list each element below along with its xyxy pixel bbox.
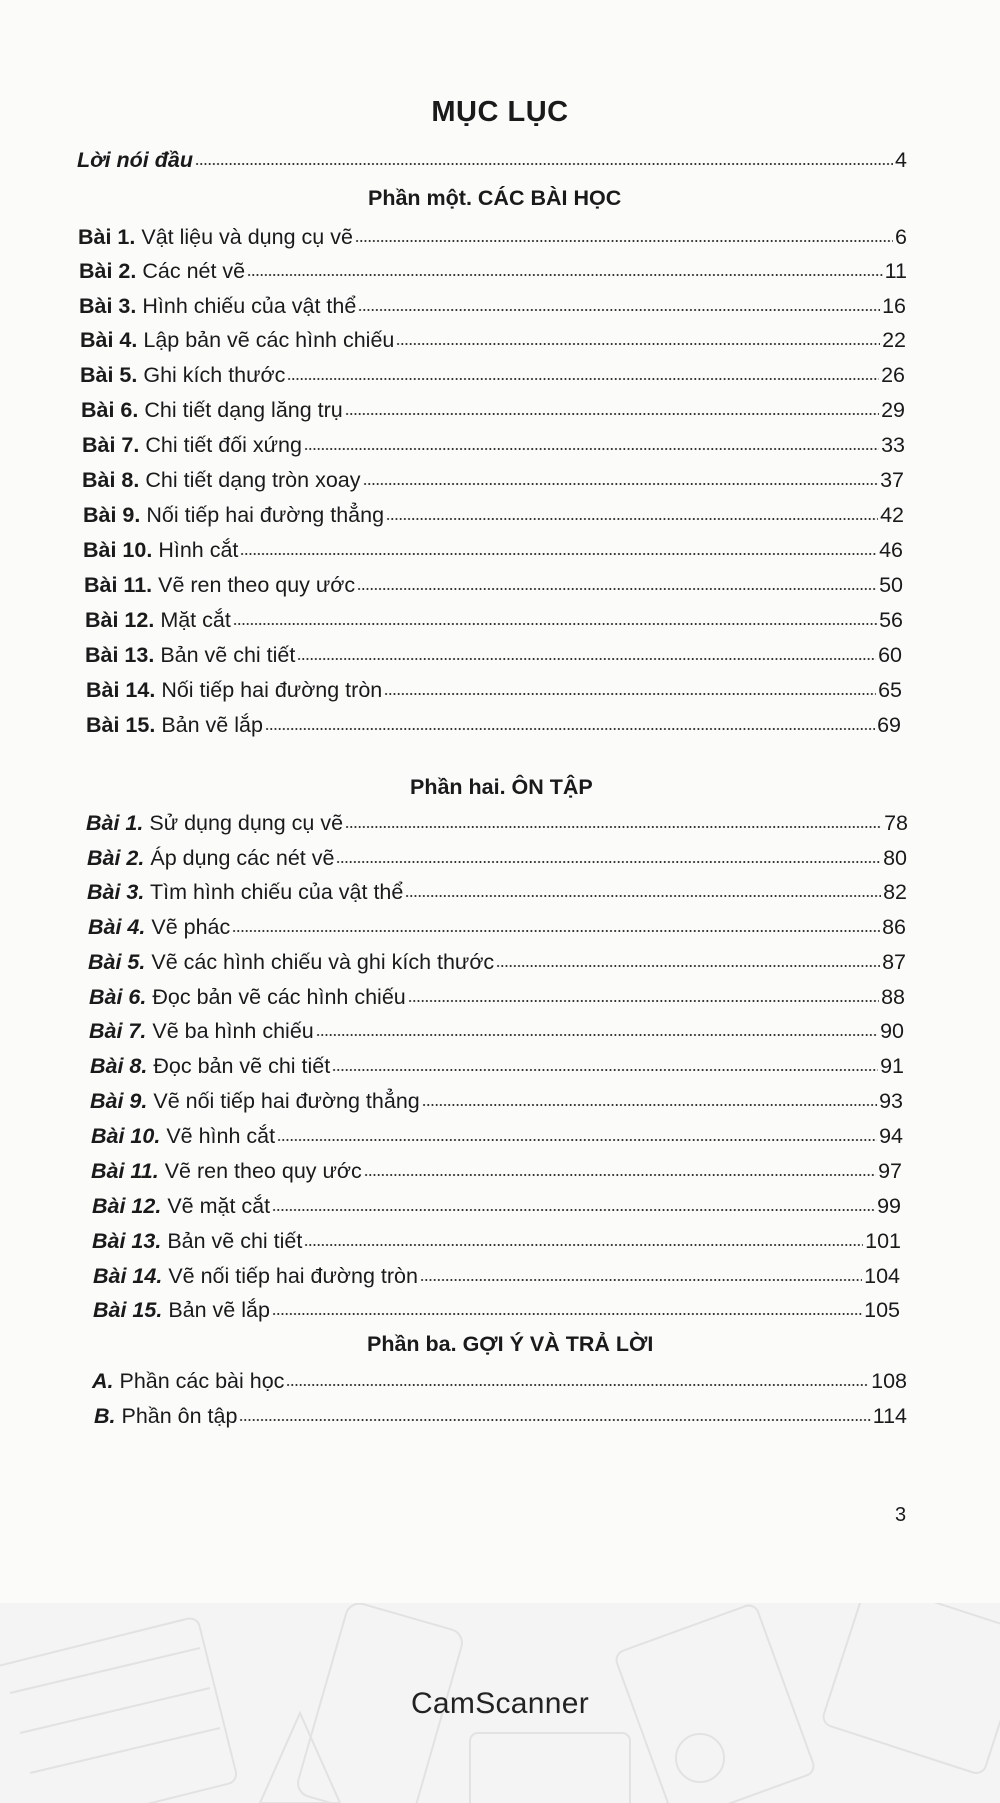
toc-lesson-title: Nối tiếp hai đường tròn [161, 678, 383, 702]
toc-lesson-number: Bài 14. [93, 1264, 163, 1288]
dot-leader [345, 411, 879, 417]
toc-lesson-number: Bài 9. [83, 503, 141, 527]
toc-page-number: 22 [882, 328, 906, 352]
toc-page-number: 82 [883, 880, 907, 904]
toc-row [88, 946, 906, 976]
toc-lesson-number: Bài 13. [92, 1229, 162, 1253]
toc-lesson-number: Bài 5. [80, 363, 138, 387]
toc-page-number: 99 [877, 1194, 901, 1218]
toc-title [93, 1262, 420, 1290]
toc-lesson-title: Áp dụng các nét vẽ [150, 846, 335, 870]
toc-title [83, 501, 386, 529]
toc-row [84, 569, 903, 599]
toc-row [86, 807, 908, 837]
toc-row [78, 221, 907, 251]
toc-title [91, 1122, 277, 1150]
toc-title [83, 536, 240, 564]
toc-lesson-title: Phần các bài học [119, 1369, 285, 1393]
toc-title [85, 641, 297, 669]
toc-lesson-title: Đọc bản vẽ chi tiết [153, 1054, 331, 1078]
toc-lesson-title: Chi tiết dạng tròn xoay [145, 468, 361, 492]
dot-leader [357, 586, 877, 592]
dot-leader [364, 1172, 876, 1178]
toc-title [81, 396, 345, 424]
toc-page-number: 80 [883, 846, 907, 870]
toc-lesson-number: Bài 4. [80, 328, 138, 352]
toc-title [88, 913, 232, 941]
page-number: 3 [895, 1504, 907, 1526]
toc-page-number: 97 [878, 1159, 902, 1183]
toc-lesson-title: Vẽ ren theo quy ước [158, 573, 356, 597]
toc-row [86, 674, 902, 704]
toc-page-number: 26 [881, 363, 905, 387]
part2-heading: Phần hai. ÔN TẬP [410, 775, 593, 799]
toc-row [90, 1050, 904, 1080]
dot-leader [316, 1032, 878, 1038]
toc-row [92, 1190, 901, 1220]
toc-lesson-number: Bài 11. [84, 573, 153, 597]
toc-page-number: 50 [879, 573, 903, 597]
toc-row-preface [77, 144, 907, 174]
toc-title [90, 1087, 422, 1115]
toc-lesson-title: Các nét vẽ [142, 259, 246, 283]
toc-lesson-number: Bài 2. [79, 259, 137, 283]
toc-page-number: 105 [864, 1298, 900, 1322]
toc-row [81, 394, 905, 424]
dot-leader [265, 726, 875, 732]
toc-title [80, 326, 396, 354]
toc-lesson-number: Bài 3. [79, 294, 137, 318]
page-title: MỤC LỤC [431, 96, 569, 128]
toc-lesson-number: B. [94, 1404, 116, 1428]
toc-lesson-title: Vẽ nối tiếp hai đường tròn [168, 1264, 418, 1288]
toc-row [93, 1260, 900, 1290]
toc-lesson-title: Bản vẽ lắp [168, 1298, 270, 1322]
toc-lesson-title: Sử dụng dụng cụ vẽ [149, 811, 344, 835]
dot-leader [304, 446, 879, 452]
toc-row [80, 359, 905, 389]
toc-row [83, 499, 904, 529]
toc-page-number: 91 [880, 1054, 904, 1078]
dot-leader [272, 1311, 862, 1317]
toc-row [93, 1294, 900, 1324]
toc-title [85, 606, 233, 634]
toc-page-number: 6 [895, 225, 907, 249]
toc-page-number: 11 [884, 259, 907, 283]
dot-leader [286, 1382, 869, 1388]
toc-lesson-title: Nối tiếp hai đường thẳng [146, 503, 385, 527]
toc-title [82, 431, 304, 459]
toc-row [82, 464, 904, 494]
toc-row [83, 534, 903, 564]
toc-row [82, 429, 905, 459]
toc-row [87, 842, 907, 872]
toc-lesson-number: Bài 14. [86, 678, 156, 702]
toc-lesson-title: Mặt cắt [160, 608, 231, 632]
toc-lesson-number: Bài 5. [88, 950, 146, 974]
toc-row [86, 709, 901, 739]
toc-page-number: 65 [878, 678, 902, 702]
toc-row [88, 911, 906, 941]
toc-row [87, 876, 907, 906]
dot-leader [272, 1207, 875, 1213]
toc-row [79, 290, 906, 320]
toc-title [86, 809, 345, 837]
toc-row [85, 639, 902, 669]
toc-page-number: 90 [880, 1019, 904, 1043]
toc-lesson-number: Bài 9. [90, 1089, 148, 1113]
toc-title: Lời nói đầu [77, 148, 193, 172]
toc-page-number: 37 [880, 468, 904, 492]
toc-lesson-number: Bài 15. [93, 1298, 163, 1322]
toc-row [79, 255, 907, 285]
toc-page-number: 87 [882, 950, 906, 974]
dot-leader [233, 621, 877, 627]
toc-title [80, 361, 287, 389]
toc-title [82, 466, 363, 494]
toc-lesson-number: Bài 12. [85, 608, 155, 632]
toc-lesson-title: Vật liệu và dụng cụ vẽ [141, 225, 353, 249]
dot-leader [232, 928, 880, 934]
toc-lesson-title: Phần ôn tập [121, 1404, 238, 1428]
toc-page-number: 56 [879, 608, 903, 632]
toc-title [86, 676, 384, 704]
dot-leader [358, 307, 880, 313]
toc-page-number: 46 [879, 538, 903, 562]
toc-lesson-number: A. [92, 1369, 114, 1393]
toc-lesson-title: Tìm hình chiếu của vật thể [149, 880, 404, 904]
toc-lesson-title: Vẽ nối tiếp hai đường thẳng [153, 1089, 420, 1113]
toc-lesson-number: Bài 6. [89, 985, 147, 1009]
toc-lesson-number: Bài 6. [81, 398, 139, 422]
toc-row [91, 1155, 902, 1185]
toc-title [92, 1192, 272, 1220]
dot-leader [247, 272, 883, 278]
toc-page-number: 93 [879, 1089, 903, 1113]
toc-lesson-title: Hình chiếu của vật thể [142, 294, 357, 318]
toc-lesson-number: Bài 7. [82, 433, 140, 457]
toc-row [85, 604, 903, 634]
toc-lesson-title: Bản vẽ lắp [161, 713, 263, 737]
toc-title [89, 1017, 316, 1045]
toc-lesson-title: Vẽ ren theo quy ước [164, 1159, 362, 1183]
toc-title [87, 878, 405, 906]
dot-leader [420, 1277, 862, 1283]
toc-lesson-title: Hình cắt [158, 538, 239, 562]
toc-lesson-title: Vẽ các hình chiếu và ghi kích thước [151, 950, 495, 974]
toc-row [90, 1085, 903, 1115]
toc-row [92, 1225, 901, 1255]
toc-page-number: 4 [895, 148, 907, 172]
dot-leader [408, 998, 879, 1004]
toc-title [90, 1052, 332, 1080]
toc-page-number: 69 [877, 713, 901, 737]
toc-lesson-title: Ghi kích thước [143, 363, 286, 387]
toc-page-number: 29 [881, 398, 905, 422]
toc-page-number: 104 [864, 1264, 900, 1288]
dot-leader [384, 691, 876, 697]
toc-page-number: 42 [880, 503, 904, 527]
toc-lesson-title: Bản vẽ chi tiết [167, 1229, 303, 1253]
dot-leader [195, 161, 893, 167]
toc-title [79, 292, 358, 320]
toc-page-number: 78 [884, 811, 908, 835]
toc-lesson-number: Bài 12. [92, 1194, 162, 1218]
dot-leader [422, 1102, 877, 1108]
part1-heading: Phần một. CÁC BÀI HỌC [368, 186, 622, 210]
dot-leader [240, 551, 877, 557]
dot-leader [287, 376, 879, 382]
dot-leader [345, 824, 882, 830]
toc-lesson-title: Đọc bản vẽ các hình chiếu [152, 985, 406, 1009]
toc-page-number: 88 [881, 985, 905, 1009]
toc-title [92, 1227, 304, 1255]
dot-leader [297, 656, 876, 662]
dot-leader [336, 859, 881, 865]
toc-lesson-title: Vẽ hình cắt [166, 1124, 276, 1148]
toc-title [79, 257, 247, 285]
toc-lesson-number: Bài 8. [90, 1054, 148, 1078]
dot-leader [304, 1242, 863, 1248]
dot-leader [239, 1417, 870, 1423]
toc-title [88, 948, 496, 976]
toc-row [91, 1120, 903, 1150]
toc-lesson-number: Bài 13. [85, 643, 155, 667]
toc-title [84, 571, 357, 599]
toc-row [89, 1015, 904, 1045]
toc-row [80, 324, 906, 354]
part3-heading: Phần ba. GỢI Ý VÀ TRẢ LỜI [367, 1332, 654, 1356]
toc-lesson-title: Vẽ mặt cắt [167, 1194, 271, 1218]
toc-lesson-title: Vẽ phác [151, 915, 231, 939]
toc-page-number: 60 [878, 643, 902, 667]
toc-lesson-number: Bài 8. [82, 468, 140, 492]
toc-row [94, 1400, 907, 1430]
dot-leader [363, 481, 879, 487]
toc-title [78, 223, 355, 251]
toc-title [89, 983, 408, 1011]
dot-leader [386, 516, 878, 522]
toc-lesson-number: Bài 1. [86, 811, 144, 835]
toc-lesson-number: Bài 7. [89, 1019, 147, 1043]
toc-page-number: 86 [882, 915, 906, 939]
toc-row [89, 981, 905, 1011]
toc-title [93, 1296, 272, 1324]
dot-leader [396, 341, 880, 347]
toc-lesson-title: Chi tiết đối xứng [145, 433, 302, 457]
toc-page-number: 16 [882, 294, 906, 318]
toc-title [92, 1367, 286, 1395]
toc-page-number: 101 [865, 1229, 901, 1253]
toc-lesson-number: Bài 15. [86, 713, 156, 737]
toc-lesson-number: Bài 4. [88, 915, 146, 939]
toc-lesson-number: Bài 1. [78, 225, 136, 249]
dot-leader [277, 1137, 877, 1143]
toc-lesson-number: Bài 11. [91, 1159, 159, 1183]
toc-page-number: 114 [872, 1404, 907, 1428]
scanner-footer [0, 1603, 1000, 1803]
toc-page-number: 94 [879, 1124, 903, 1148]
camscanner-brand: CamScanner [410, 1687, 590, 1720]
dot-leader [355, 238, 893, 244]
toc-lesson-number: Bài 3. [87, 880, 145, 904]
toc-title [86, 711, 265, 739]
toc-title [87, 844, 336, 872]
toc-title [94, 1402, 239, 1430]
toc-lesson-title: Lập bản vẽ các hình chiếu [143, 328, 395, 352]
toc-title [91, 1157, 364, 1185]
toc-page-number: 108 [871, 1369, 907, 1393]
toc-lesson-title: Chi tiết dạng lăng trụ [144, 398, 343, 422]
toc-row [92, 1365, 907, 1395]
dot-leader [332, 1067, 878, 1073]
dot-leader [405, 893, 881, 899]
toc-lesson-number: Bài 2. [87, 846, 145, 870]
dot-leader [496, 963, 880, 969]
toc-lesson-title: Bản vẽ chi tiết [160, 643, 296, 667]
toc-lesson-number: Bài 10. [83, 538, 153, 562]
toc-lesson-number: Bài 10. [91, 1124, 161, 1148]
toc-lesson-title: Vẽ ba hình chiếu [152, 1019, 314, 1043]
toc-page-number: 33 [881, 433, 905, 457]
